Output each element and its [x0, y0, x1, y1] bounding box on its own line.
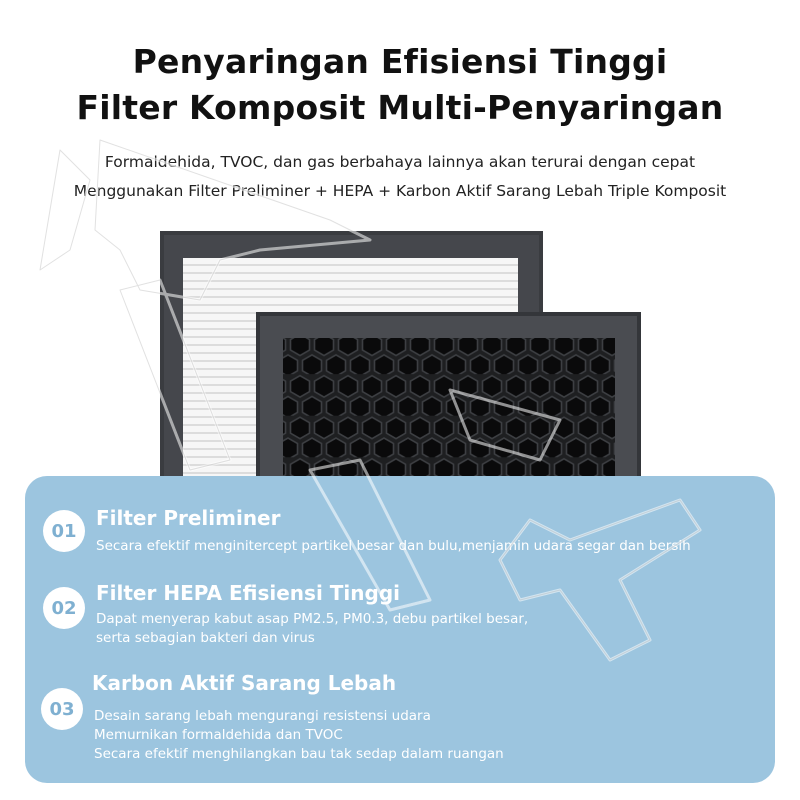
subtitle-line2: Menggunakan Filter Preliminer + HEPA + Karbon Aktif Sarang Lebah Triple Komposit: [73, 182, 727, 200]
carbon-filter: [256, 312, 641, 478]
feature-title-preliminer: Filter Preliminer: [96, 506, 281, 530]
feature-number-03: 03: [41, 688, 83, 730]
feature-number-01: 01: [43, 510, 85, 552]
page-title-line2: Filter Komposit Multi-Penyaringan: [76, 88, 724, 127]
subtitle-line1: Formaldehida, TVOC, dan gas berbahaya lainnya akan terurai dengan cepat: [104, 153, 696, 171]
feature-title-carbon: Karbon Aktif Sarang Lebah: [92, 671, 397, 695]
feature-desc-carbon-line2: Memurnikan formaldehida dan TVOC: [94, 727, 343, 743]
feature-desc-hepa-line2: serta sebagian bakteri dan virus: [96, 630, 315, 646]
feature-number-02: 02: [43, 587, 85, 629]
feature-desc-carbon-line1: Desain sarang lebah mengurangi resistensi udara: [94, 708, 431, 724]
feature-panel: [25, 476, 775, 783]
feature-title-hepa: Filter HEPA Efisiensi Tinggi: [96, 581, 400, 605]
page-title-line1: Penyaringan Efisiensi Tinggi: [132, 42, 668, 81]
feature-desc-carbon-line3: Secara efektif menghilangkan bau tak sedap dalam ruangan: [94, 746, 504, 762]
feature-desc-hepa-line1: Dapat menyerap kabut asap PM2.5, PM0.3, debu partikel besar,: [96, 611, 529, 627]
feature-desc-preliminer: Secara efektif menginitercept partikel besar dan bulu,menjamin udara segar dan bersih: [96, 538, 691, 554]
